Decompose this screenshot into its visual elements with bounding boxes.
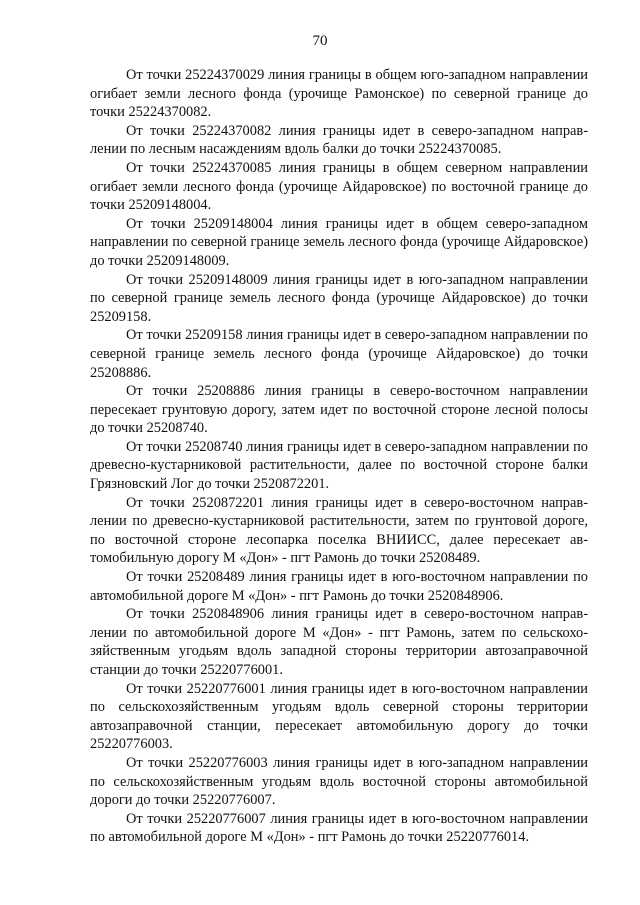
paragraph: От точки 25224370085 линия границы в общем северном направлении огибает земли лесного фонда (урочище Айдаровское) по восточной границе до точки 25209148004.	[90, 159, 588, 214]
paragraph: От точки 25209148004 линия границы идет в общем северо-западном направлении по северной границе земель лесного фонда (урочище Айдаровское) до точки 25209148009.	[90, 215, 588, 269]
paragraph: От точки 2520872201 линия границы идет в северо-восточном направлении по древесно-кустарниковой растительности, затем по грунтовой дороге, по восточной стороне лесопарка поселка ВНИИСС, далее пересекает автомобильную дорогу М «Дон» - пгт Рамонь до точки 25208489.	[90, 494, 588, 567]
paragraph: От точки 25220776003 линия границы идет в юго-западном направлении по сельскохозяйственным угодьям вдоль восточной стороны автомобильной дороги до точки 25220776007.	[90, 754, 588, 809]
paragraph: От точки 25208489 линия границы идет в юго-восточном направлении по автомобильной дороге М «Дон» - пгт Рамонь до точки 2520848906.	[90, 569, 588, 604]
paragraph: От точки 25208886 линия границы в северо-восточном направлении пересекает грунтовую дорогу, затем идет по восточной стороне лесной полосы до точки 25208740.	[90, 383, 588, 437]
page-number: 70	[312, 33, 328, 49]
paragraph: От точки 25209158 линия границы идет в северо-западном направлении по северной границе земель лесного фонда (урочище Айдаровское) до точки 25208886.	[90, 327, 588, 381]
paragraph: От точки 2520848906 линия границы идет в северо-восточном направлении по автомобильной дороге М «Дон» - пгт Рамонь, затем по сельскохозяйственным угодьям вдоль западной стороны территории автозаправочной станции до точки 25220776001.	[90, 606, 588, 678]
paragraph: От точки 25209148009 линия границы идет в юго-западном направлении по северной границе земель лесного фонда (урочище Айдаровское) до точки 25209158.	[90, 271, 588, 325]
document-body	[90, 66, 588, 847]
paragraph: От точки 25208740 линия границы идет в северо-западном направлении по древесно-кустарниковой растительности, далее по восточной стороне балки Грязновский Лог до точки 2520872201.	[90, 438, 588, 493]
paragraph: От точки 25224370029 линия границы в общем юго-западном направлении огибает земли лесного фонда (урочище Рамонское) по северной границе до точки 25224370082.	[90, 67, 588, 121]
paragraph: От точки 25220776001 линия границы идет в юго-восточном направлении по сельскохозяйственным угодьям вдоль северной стороны территории автозаправочной станции, пересекает автомобильную дорогу до точки 25220776003.	[90, 680, 588, 753]
paragraph: От точки 25224370082 линия границы идет в северо-западном направлении по лесным насаждениям вдоль балки до точки 25224370085.	[90, 122, 588, 158]
paragraph: От точки 25220776007 линия границы идет в юго-восточном направлении по автомобильной дороге М «Дон» - пгт Рамонь до точки 25220776014.	[90, 810, 588, 846]
